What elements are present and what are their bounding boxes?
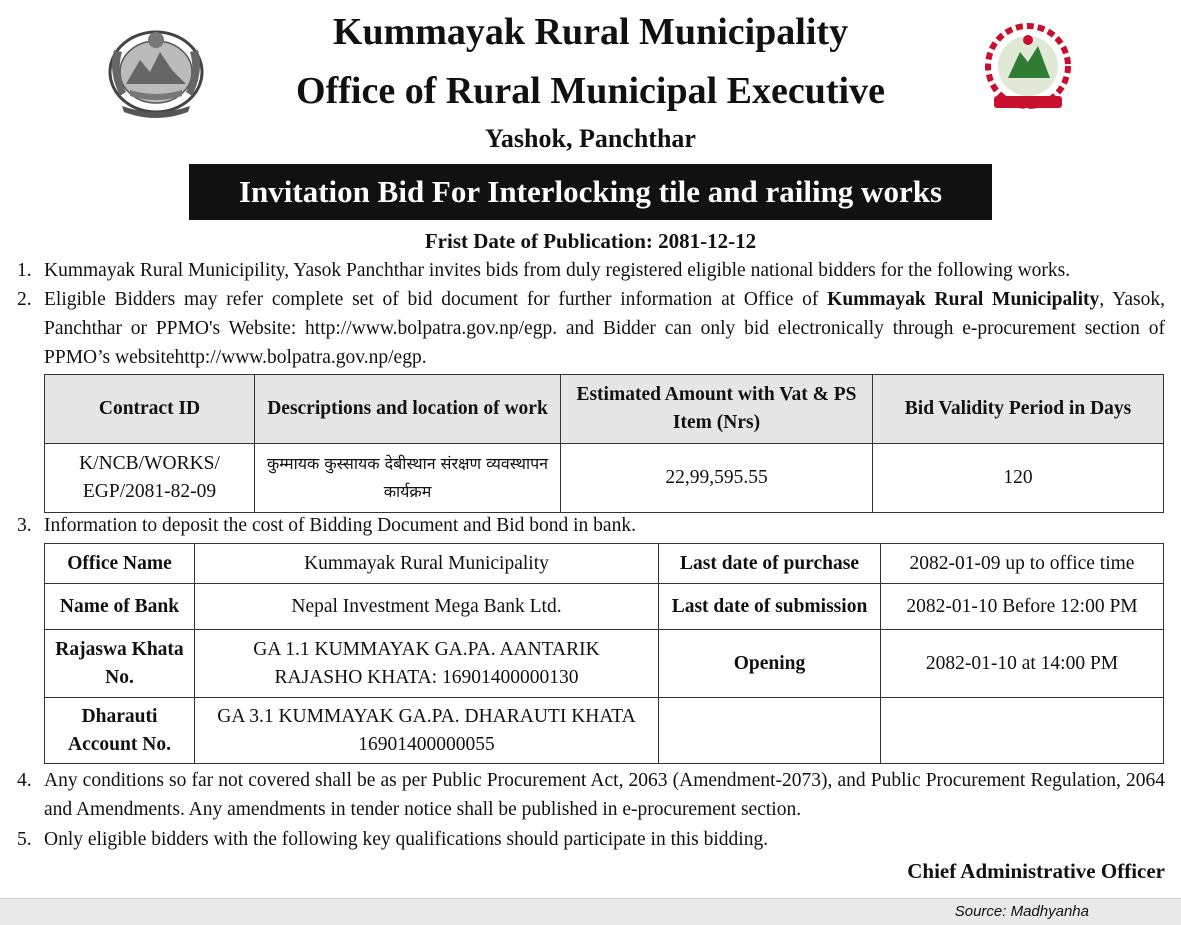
- source-credit: Source: Madhyanha: [954, 903, 1089, 920]
- validity-cell: 120: [873, 444, 1164, 513]
- column-header: Bid Validity Period in Days: [873, 375, 1164, 444]
- amount-cell: 22,99,595.55: [561, 444, 873, 513]
- signatory: Chief Administrative Officer: [907, 859, 1165, 883]
- point-1: [17, 256, 1165, 285]
- point-text: Kummayak Rural Municipility, Yasok Panchthar invites bids from duly registered eligible national bidders for the following works.: [44, 260, 1071, 281]
- point-2: [17, 285, 1165, 372]
- contract-id-cell: K/NCB/WORKS/ EGP/2081-82-09: [45, 444, 255, 513]
- bank-table: [44, 543, 1164, 764]
- contract-table: [44, 374, 1164, 513]
- notice-banner: Invitation Bid For Interlocking tile and railing works: [189, 164, 992, 220]
- column-header: Estimated Amount with Vat & PS Item (Nrs): [561, 375, 873, 444]
- table-row: [45, 584, 1164, 630]
- table-header-row: [45, 375, 1164, 444]
- table-row: [45, 630, 1164, 698]
- point-2-before: Eligible Bidders may refer complete set of bid document for further information at Office of: [44, 289, 828, 310]
- submission-date-value: 2082-01-10 Before 12:00 PM: [881, 584, 1164, 630]
- office-name-label: Office Name: [45, 544, 195, 584]
- bank-name-label: Name of Bank: [45, 584, 195, 630]
- office-title: Office of Rural Municipal Executive: [296, 70, 885, 112]
- point-2-after: , Yasok, Panchthar or PPMO's Website: http://www.bolpatra.gov.np/egp. and Bidder can only bid electronically through e-procurement section of PPMO’s websitehttp://www.bolpatra.gov.np/egp.: [44, 289, 1165, 368]
- empty-cell: [659, 698, 881, 764]
- point-number: 3.: [17, 515, 32, 536]
- publication-date: Frist Date of Publication: 2081-12-12: [424, 229, 757, 253]
- bank-name-value: Nepal Investment Mega Bank Ltd.: [195, 584, 659, 630]
- point-number: 2.: [17, 289, 32, 310]
- table-row: [45, 444, 1164, 513]
- opening-label: Opening: [659, 630, 881, 698]
- point-4: [17, 766, 1165, 824]
- point-text: Only eligible bidders with the following key qualifications should participate in this bidding.: [44, 829, 769, 850]
- point-5: [17, 825, 1165, 854]
- municipality-title: Kummayak Rural Municipality: [332, 11, 849, 53]
- empty-cell: [881, 698, 1164, 764]
- column-header: Contract ID: [45, 375, 255, 444]
- description-cell: कुम्मायक कुस्सायक देबीस्थान संरक्षण व्यवस्थापन कार्यक्रम: [255, 444, 561, 513]
- table-row: [45, 698, 1164, 764]
- point-number: 5.: [17, 829, 32, 850]
- point-text: [44, 285, 1165, 372]
- dharauti-account-label: Dharauti Account No.: [45, 698, 195, 764]
- column-header: Descriptions and location of work: [255, 375, 561, 444]
- point-text: Any conditions so far not covered shall be as per Public Procurement Act, 2063 (Amendment-2073), and Public Procurement Regulation, 2064 and Amendments. Any amendments in tender notice shall be published in e-procurement section.: [44, 770, 1165, 820]
- source-bar: [0, 898, 1181, 925]
- point-number: 4.: [17, 770, 32, 791]
- point-2-bold: Kummayak Rural Municipality: [827, 289, 1100, 310]
- point-3: [17, 511, 1165, 540]
- point-text: Information to deposit the cost of Bidding Document and Bid bond in bank.: [44, 515, 636, 536]
- dharauti-account-value: GA 3.1 KUMMAYAK GA.PA. DHARAUTI KHATA 16901400000055: [195, 698, 659, 764]
- point-number: 1.: [17, 260, 32, 281]
- table-row: [45, 544, 1164, 584]
- location-title: Yashok, Panchthar: [485, 124, 696, 153]
- rajaswa-khata-value: GA 1.1 KUMMAYAK GA.PA. AANTARIK RAJASHO KHATA: 16901400000130: [195, 630, 659, 698]
- office-name-value: Kummayak Rural Municipality: [195, 544, 659, 584]
- purchase-date-label: Last date of purchase: [659, 544, 881, 584]
- rajaswa-khata-label: Rajaswa Khata No.: [45, 630, 195, 698]
- submission-date-label: Last date of submission: [659, 584, 881, 630]
- purchase-date-value: 2082-01-09 up to office time: [881, 544, 1164, 584]
- opening-value: 2082-01-10 at 14:00 PM: [881, 630, 1164, 698]
